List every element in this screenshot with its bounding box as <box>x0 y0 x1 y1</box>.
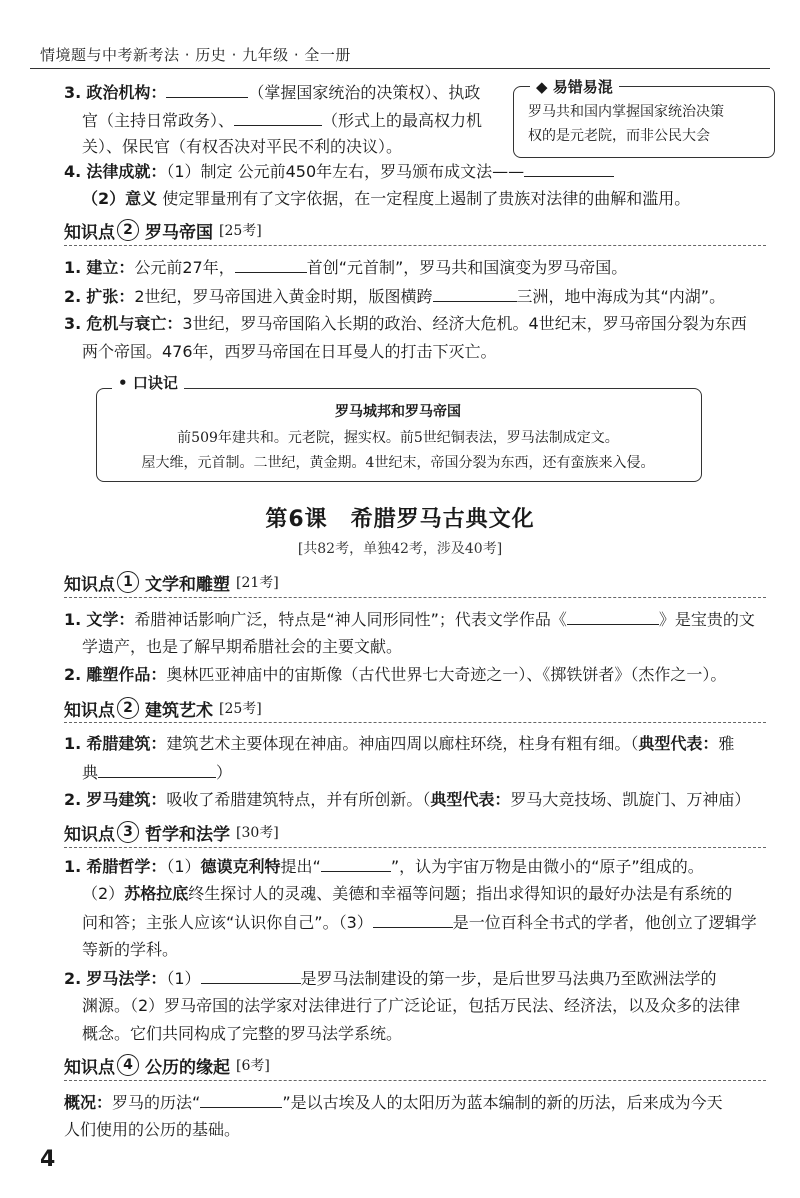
kp-literature-heading: 知识点 1 文学和雕塑 [21考] <box>64 570 279 594</box>
kp-architecture-heading: 知识点 2 建筑艺术 [25考] <box>64 696 262 720</box>
kp-roman-empire-heading: 知识点 2 罗马帝国 [25考] <box>64 218 262 242</box>
blank-aristotle <box>373 912 453 928</box>
blank-julian-calendar <box>200 1092 282 1108</box>
kp-philosophy-heading: 知识点 3 哲学和法学 [30考] <box>64 820 279 844</box>
dashed-divider <box>64 722 766 723</box>
philosophy-item-1-line-4: 等新的学科。 <box>82 940 179 959</box>
politics-line-2: 官（主持日常政务）、 （形式上的最高权力机 <box>82 111 483 130</box>
mnemonic-line-2: 屋大维，元首制。二世纪，黄金期。4世纪末，帝国分裂为东西，还有蛮族来入侵。 <box>141 455 655 471</box>
calendar-line-1: 概况：罗马的历法“ ”是以古埃及人的太阳历为蓝本编制的新的历法，后来成为今天 <box>64 1093 723 1112</box>
page-number: 4 <box>40 1147 56 1172</box>
dashed-divider <box>64 597 766 598</box>
header-rule <box>30 68 770 69</box>
literature-item-1: 1. 文学：希腊神话影响广泛，特点是“神人同形同性”；代表文学作品《 》是宝贵的文 <box>64 610 755 629</box>
kp-calendar-heading: 知识点 4 公历的缘起 [6考] <box>64 1053 270 1077</box>
empire-item-3-cont: 两个帝国。476年，西罗马帝国在日耳曼人的打击下灭亡。 <box>82 342 497 361</box>
law-line-2: （2）意义 使定罪量刑有了文字依据，在一定程度上遏制了贵族对法律的曲解和滥用。 <box>82 189 691 208</box>
law-item-2: 2. 罗马法学：（1） 是罗马法制建设的第一步，是后世罗马法典乃至欧洲法学的 <box>64 969 717 988</box>
law-item-2-line-3: 概念。它们共同构成了完整的罗马法学系统。 <box>82 1024 403 1043</box>
philosophy-item-1-line-2: （2）苏格拉底终生探讨人的灵魂、美德和幸福等问题；指出求得知识的最好办法是有系统的 <box>82 884 733 903</box>
literature-item-1-cont: 学遗产，也是了解早期希腊社会的主要文献。 <box>82 637 403 656</box>
mnemonic-label: • 口诀记 <box>112 372 184 393</box>
politics-line-3: 关）、保民官（有权否决对平民不利的决议）。 <box>82 137 403 156</box>
mnemonic-title: 罗马城邦和罗马帝国 <box>335 404 461 420</box>
architecture-item-1: 1. 希腊建筑：建筑艺术主要体现在神庙。神庙四周以廊柱环绕，柱身有粗有细。（典型代表：雅 <box>64 734 735 753</box>
mistake-line-1: 罗马共和国内掌握国家统治决策 <box>528 104 724 120</box>
calendar-line-2: 人们使用的公历的基础。 <box>64 1120 241 1139</box>
blank-octavian <box>235 257 307 273</box>
philosophy-item-1-line-3: 问和答；主张人应该“认识你自己”。（3） 是一位百科全书式的学者，他创立了逻辑学 <box>82 913 757 932</box>
dashed-divider <box>64 847 766 848</box>
politics-line-1: 3. 政治机构： （掌握国家统治的决策权）、执政 <box>64 83 481 102</box>
philosophy-item-1: 1. 希腊哲学：（1）德谟克利特提出“ ”，认为宇宙万物是由微小的“原子”组成的。 <box>64 857 704 876</box>
page-header: 情境题与中考新考法 · 历史 · 九年级 · 全一册 <box>40 46 351 64</box>
empire-item-3: 3. 危机与衰亡：3世纪，罗马帝国陷入长期的政治、经济大危机。4世纪末，罗马帝国分裂为东西 <box>64 314 747 333</box>
mnemonic-line-1: 前509年建共和。元老院，握实权。前5世纪铜表法，罗马法制成定文。 <box>177 430 619 446</box>
architecture-item-2: 2. 罗马建筑：吸收了希腊建筑特点，并有所创新。（典型代表：罗马大竞技场、凯旋门、万神庙） <box>64 790 751 809</box>
lesson-title: 第6课 希腊罗马古典文化 <box>265 507 535 532</box>
mistake-line-2: 权的是元老院，而非公民大会 <box>528 128 710 144</box>
dashed-divider <box>64 1080 766 1081</box>
blank-homer-epic <box>567 609 659 625</box>
blank-assembly <box>234 110 322 126</box>
law-line-1: 4. 法律成就：（1）制定 公元前450年左右，罗马颁布成文法—— <box>64 161 614 182</box>
empire-item-1: 1. 建立：公元前27年， 首创“元首制”，罗马共和国演变为罗马帝国。 <box>64 258 628 277</box>
blank-continents <box>433 286 517 302</box>
law-item-2-line-2: 渊源。（2）罗马帝国的法学家对法律进行了广泛论证，包括万民法、经济法，以及众多的法律 <box>82 996 741 1015</box>
empire-item-2: 2. 扩张：2世纪，罗马帝国进入黄金时期，版图横跨 三洲，地中海成为其“内湖”。 <box>64 287 726 306</box>
mistake-label: ◆ 易错易混 <box>530 76 619 97</box>
blank-twelve-tables-law <box>201 968 301 984</box>
literature-item-2: 2. 雕塑作品：奥林匹亚神庙中的宙斯像（古代世界七大奇迹之一）、《掷铁饼者》（杰作之一）。 <box>64 665 727 684</box>
blank-senate <box>166 82 248 98</box>
lesson-subtitle: [共82考，单独42考，涉及40考] <box>297 541 503 557</box>
architecture-item-1-cont: 典 ） <box>82 763 233 782</box>
blank-parthenon <box>98 762 216 778</box>
blank-atomism <box>321 856 391 872</box>
blank-twelve-tables <box>524 161 614 177</box>
dashed-divider <box>64 245 766 246</box>
